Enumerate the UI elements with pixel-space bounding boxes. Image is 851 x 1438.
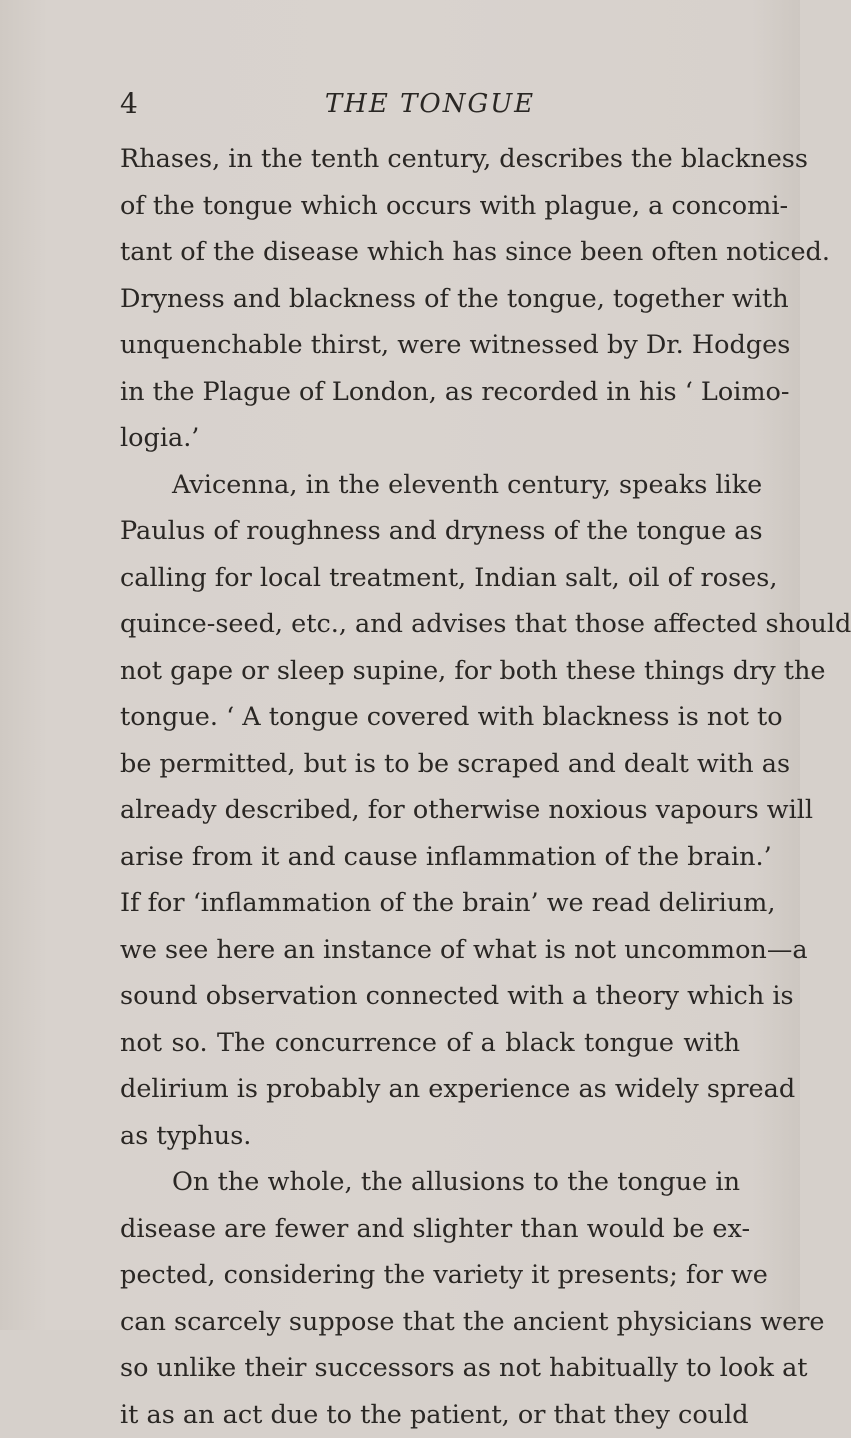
text-line: can scarcely suppose that the ancient physicians were xyxy=(120,1299,740,1346)
text-line: unquenchable thirst, were witnessed by Dr. Hodges xyxy=(120,322,740,369)
body-text xyxy=(120,136,740,1438)
text-line: sound observation connected with a theory which is xyxy=(120,973,740,1020)
text-line: If for ‘inflammation of the brain’ we read delirium, xyxy=(120,880,740,927)
text-line: in the Plague of London, as recorded in his ‘ Loimo- xyxy=(120,369,740,416)
text-line: not so. The concurrence of a black tongue with xyxy=(120,1020,740,1067)
text-line: logia.’ xyxy=(120,415,740,462)
text-line: as typhus. xyxy=(120,1113,740,1160)
text-line: Paulus of roughness and dryness of the tongue as xyxy=(120,508,740,555)
text-line: Rhases, in the tenth century, describes the blackness xyxy=(120,136,740,183)
text-line: disease are fewer and slighter than would be ex- xyxy=(120,1206,740,1253)
page-header xyxy=(120,86,740,122)
text-line: Avicenna, in the eleventh century, speaks like xyxy=(120,462,740,509)
text-line: quince-seed, etc., and advises that those affected should xyxy=(120,601,740,648)
text-line: so unlike their successors as not habitually to look at xyxy=(120,1345,740,1392)
text-line: delirium is probably an experience as widely spread xyxy=(120,1066,740,1113)
text-line: not gape or sleep supine, for both these things dry the xyxy=(120,648,740,695)
text-line: of the tongue which occurs with plague, a concomi- xyxy=(120,183,740,230)
text-line: tongue. ‘ A tongue covered with blackness is not to xyxy=(120,694,740,741)
running-head: THE TONGUE xyxy=(120,86,740,122)
text-line: it as an act due to the patient, or that they could xyxy=(120,1392,740,1438)
text-line: be permitted, but is to be scraped and dealt with as xyxy=(120,741,740,788)
text-line: calling for local treatment, Indian salt, oil of roses, xyxy=(120,555,740,602)
text-line: we see here an instance of what is not uncommon—a xyxy=(120,927,740,974)
text-line: On the whole, the allusions to the tongue in xyxy=(120,1159,740,1206)
text-line: already described, for otherwise noxious vapours will xyxy=(120,787,740,834)
text-line: Dryness and blackness of the tongue, together with xyxy=(120,276,740,323)
text-line: pected, considering the variety it presents; for we xyxy=(120,1252,740,1299)
text-line: tant of the disease which has since been often noticed. xyxy=(120,229,740,276)
text-line: arise from it and cause inflammation of the brain.’ xyxy=(120,834,740,881)
page-number: 4 xyxy=(120,86,138,122)
